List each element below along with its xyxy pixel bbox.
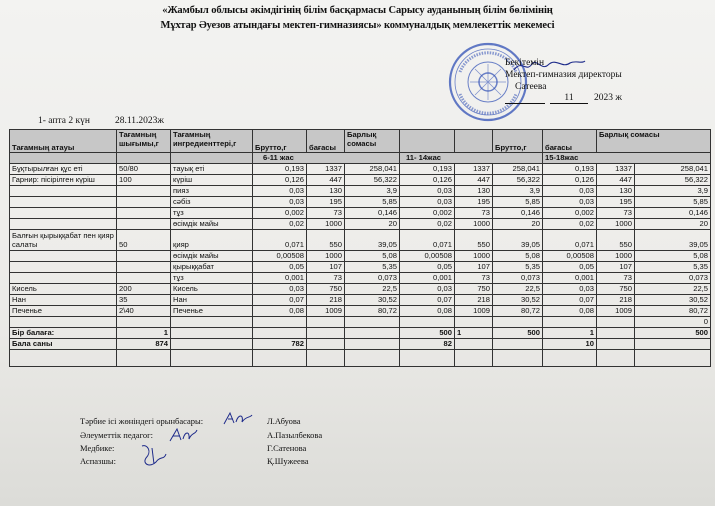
table-cell: Печенье <box>10 306 117 317</box>
approval-day <box>505 93 545 104</box>
col-header <box>400 130 455 153</box>
table-cell: 0,002 <box>253 208 307 219</box>
table-cell: 80,72 <box>635 306 711 317</box>
col-header: бағасы <box>543 130 597 153</box>
count-label: Бала саны <box>10 339 117 350</box>
table-cell: 750 <box>455 284 493 295</box>
header-line-1: «Жамбыл облысы әкімдігінің білім басқармасы Сарысу ауданының білім бөлімінің <box>162 5 553 16</box>
table-cell: 0,071 <box>400 230 455 251</box>
table-cell: өсімдік майы <box>171 251 253 262</box>
table-row <box>10 230 711 251</box>
table-cell: 0,08 <box>253 306 307 317</box>
table-cell: 0,03 <box>543 197 597 208</box>
table-cell: 550 <box>597 230 635 251</box>
table-row <box>10 306 711 317</box>
col-header: Тағамның атауы <box>10 130 117 153</box>
table-cell: 73 <box>597 208 635 219</box>
table-cell: 1009 <box>597 306 635 317</box>
table-cell: тауық еті <box>171 164 253 175</box>
signature-role-2: Әлеуметтік педагог: <box>80 430 153 440</box>
table-cell: 0,073 <box>345 273 400 284</box>
table-cell: 0,193 <box>400 164 455 175</box>
table-cell: 447 <box>307 175 345 186</box>
table-cell: қияр <box>171 230 253 251</box>
table-cell: 195 <box>597 197 635 208</box>
table-cell: 130 <box>455 186 493 197</box>
menu-date: 28.11.2023ж <box>115 116 164 126</box>
table-cell: 73 <box>597 273 635 284</box>
table-cell: 195 <box>455 197 493 208</box>
table-cell: 0,146 <box>345 208 400 219</box>
table-cell: 56,322 <box>635 175 711 186</box>
table-cell: 218 <box>307 295 345 306</box>
table-cell: 200 <box>117 284 171 295</box>
table-cell: 0,03 <box>400 284 455 295</box>
table-cell <box>117 186 171 197</box>
table-cell: Нан <box>171 295 253 306</box>
table-cell: 0,001 <box>543 273 597 284</box>
table-cell: 0,071 <box>253 230 307 251</box>
table-cell: 750 <box>597 284 635 295</box>
table-cell: 0,03 <box>253 197 307 208</box>
signature-scribble-icon <box>168 426 198 444</box>
table-cell: 73 <box>455 273 493 284</box>
table-cell: 550 <box>455 230 493 251</box>
table-cell: өсімдік майы <box>171 219 253 230</box>
table-cell: 130 <box>597 186 635 197</box>
table-cell: 0,146 <box>635 208 711 219</box>
table-cell: Гарнир: пісірілген күріш <box>10 175 117 186</box>
table-row <box>10 273 711 284</box>
table-cell: 0,073 <box>493 273 543 284</box>
table-cell: 20 <box>345 219 400 230</box>
approval-name: Сатеева <box>515 82 547 92</box>
table-cell: 1000 <box>597 219 635 230</box>
age-group: 15-18жас <box>543 153 711 164</box>
table-cell: 550 <box>307 230 345 251</box>
week-day: 1- апта 2 күн <box>38 116 90 126</box>
table-cell: 5,35 <box>345 262 400 273</box>
table-cell: 0,08 <box>543 306 597 317</box>
col-header: Брутто,г <box>253 130 307 153</box>
table-cell: 1 <box>117 328 171 339</box>
table-cell: 1000 <box>455 251 493 262</box>
table-cell: Кисель <box>10 284 117 295</box>
table-cell: 35 <box>117 295 171 306</box>
signature-role-1: Тәрбие ісі жөніндегі орынбасары: <box>80 416 204 426</box>
table-cell: 0,071 <box>543 230 597 251</box>
table-cell: 22,5 <box>493 284 543 295</box>
col-header: Тағамның шығымы,г <box>117 130 171 153</box>
table-cell: 2\40 <box>117 306 171 317</box>
table-cell: 20 <box>635 219 711 230</box>
col-header: Барлық сомасы <box>345 130 400 153</box>
table-cell: 0,00508 <box>253 251 307 262</box>
table-cell: 30,52 <box>345 295 400 306</box>
table-cell: 22,5 <box>345 284 400 295</box>
table-cell: 258,041 <box>345 164 400 175</box>
approval-position: Мектеп-гимназия директоры <box>505 70 622 80</box>
table-cell <box>117 219 171 230</box>
col-header: бағасы <box>307 130 345 153</box>
table-cell: 73 <box>455 208 493 219</box>
table-cell: 5,08 <box>345 251 400 262</box>
table-cell: 0,07 <box>543 295 597 306</box>
table-cell: 82 <box>400 339 455 350</box>
col-header: Тағамның ингредиенттері,г <box>171 130 253 153</box>
table-cell: 1 <box>455 328 493 339</box>
approval-month: 11 <box>550 93 588 104</box>
table-cell: 73 <box>307 273 345 284</box>
table-cell: 73 <box>307 208 345 219</box>
table-row <box>10 284 711 295</box>
table-cell: тұз <box>171 273 253 284</box>
table-cell: 1 <box>543 328 597 339</box>
table-cell: 0,002 <box>543 208 597 219</box>
table-cell: 0,001 <box>253 273 307 284</box>
table-cell: 10 <box>543 339 597 350</box>
signature-name-1: Л.Абуова <box>267 416 301 426</box>
table-cell: 0,07 <box>253 295 307 306</box>
table-cell: 0,00508 <box>543 251 597 262</box>
table-cell: 500 <box>635 328 711 339</box>
table-row <box>10 186 711 197</box>
price-label: Бір балаға: <box>10 328 117 339</box>
table-row <box>10 175 711 186</box>
table-cell: 258,041 <box>635 164 711 175</box>
table-cell: 195 <box>307 197 345 208</box>
table-cell: 107 <box>307 262 345 273</box>
table-cell: 1000 <box>307 219 345 230</box>
table-cell: 5,35 <box>635 262 711 273</box>
table-cell: 0,146 <box>493 208 543 219</box>
table-row <box>10 295 711 306</box>
table-cell: 0,03 <box>543 284 597 295</box>
menu-table <box>9 129 711 367</box>
table-cell <box>10 219 117 230</box>
table-cell: 39,05 <box>345 230 400 251</box>
table-cell: 1000 <box>597 251 635 262</box>
col-header: Барлық сомасы <box>597 130 711 153</box>
age-group: 11- 14жас <box>400 153 543 164</box>
table-cell: 0,001 <box>400 273 455 284</box>
table-cell: Печенье <box>171 306 253 317</box>
table-cell: 3,9 <box>635 186 711 197</box>
signature-name-2: А.Пазылбекова <box>267 430 323 440</box>
header-line-2: Мұхтар Әуезов атындағы мектеп-гимназиясы» коммуналдық мемлекеттік мекемесі <box>160 20 555 31</box>
table-cell: 5,35 <box>493 262 543 273</box>
table-cell: 100 <box>117 175 171 186</box>
price-per-child-row <box>10 328 711 339</box>
table-cell: 5,08 <box>635 251 711 262</box>
table-cell: 1000 <box>307 251 345 262</box>
table-cell: 0,002 <box>400 208 455 219</box>
signature-name-3: Г.Сатенова <box>267 443 307 453</box>
table-cell: Бұқтырылған құс еті <box>10 164 117 175</box>
approval-title: Бекітемін <box>505 58 545 68</box>
table-cell: 5,08 <box>493 251 543 262</box>
table-cell: 50/80 <box>117 164 171 175</box>
table-cell: 0,03 <box>543 186 597 197</box>
table-cell: 500 <box>400 328 455 339</box>
table-cell: 0,126 <box>543 175 597 186</box>
table-cell: 1000 <box>455 219 493 230</box>
table-cell: 447 <box>597 175 635 186</box>
table-cell: 22,5 <box>635 284 711 295</box>
table-cell: 0,00508 <box>400 251 455 262</box>
table-cell: 0 <box>635 317 711 328</box>
approval-year: 2023 ж <box>594 93 622 103</box>
table-cell: 0,126 <box>253 175 307 186</box>
dish-yield: 50 <box>117 230 171 251</box>
table-row <box>10 164 711 175</box>
table-cell: пияз <box>171 186 253 197</box>
table-cell: 258,041 <box>493 164 543 175</box>
table-cell: күріш <box>171 175 253 186</box>
table-cell: 30,52 <box>635 295 711 306</box>
table-cell: 500 <box>493 328 543 339</box>
table-cell: 56,322 <box>345 175 400 186</box>
table-cell: 750 <box>307 284 345 295</box>
age-group-row <box>10 153 711 164</box>
signature-scribble-icon <box>138 442 168 470</box>
table-cell: 0,03 <box>253 186 307 197</box>
col-header: Брутто,г <box>493 130 543 153</box>
table-cell: 56,322 <box>493 175 543 186</box>
table-cell: 0,03 <box>400 197 455 208</box>
table-header-row <box>10 130 711 153</box>
table-cell: 0,05 <box>400 262 455 273</box>
table-cell: 80,72 <box>345 306 400 317</box>
table-cell <box>10 197 117 208</box>
table-cell: 0,03 <box>400 186 455 197</box>
table-row <box>10 197 711 208</box>
table-cell: 107 <box>597 262 635 273</box>
table-cell <box>117 208 171 219</box>
table-cell <box>10 186 117 197</box>
table-cell: 1337 <box>455 164 493 175</box>
table-cell: 0,08 <box>400 306 455 317</box>
table-cell: 5,85 <box>493 197 543 208</box>
child-count-row <box>10 339 711 350</box>
table-cell: 1337 <box>307 164 345 175</box>
blank-row <box>10 317 711 328</box>
table-cell: 39,05 <box>493 230 543 251</box>
dish-name: Балғын қырыққабат пен қияр салаты <box>10 230 117 251</box>
table-cell: 874 <box>117 339 171 350</box>
table-cell: 0,05 <box>543 262 597 273</box>
table-cell: 218 <box>597 295 635 306</box>
table-cell <box>10 208 117 219</box>
table-cell: 130 <box>307 186 345 197</box>
table-cell: 0,073 <box>635 273 711 284</box>
table-cell: 39,05 <box>635 230 711 251</box>
table-row <box>10 251 711 262</box>
table-cell <box>117 197 171 208</box>
signature-scribble-icon <box>222 410 254 428</box>
age-group: 6-11 жас <box>253 153 400 164</box>
table-cell: 80,72 <box>493 306 543 317</box>
table-cell: 218 <box>455 295 493 306</box>
table-cell: 0,03 <box>253 284 307 295</box>
table-cell: тұз <box>171 208 253 219</box>
table-cell: 0,05 <box>253 262 307 273</box>
table-cell: 0,193 <box>543 164 597 175</box>
table-cell: 20 <box>493 219 543 230</box>
table-cell: қырыққабат <box>171 262 253 273</box>
signature-role-3: Медбике: <box>80 443 115 453</box>
col-header <box>455 130 493 153</box>
table-cell: 5,85 <box>635 197 711 208</box>
table-cell: 0,02 <box>543 219 597 230</box>
table-cell: 0,07 <box>400 295 455 306</box>
table-cell: 0,02 <box>400 219 455 230</box>
table-cell: 0,126 <box>400 175 455 186</box>
table-cell: 1009 <box>455 306 493 317</box>
table-row <box>10 208 711 219</box>
table-row <box>10 219 711 230</box>
empty-footer-row <box>10 350 711 367</box>
table-cell: 107 <box>455 262 493 273</box>
signature-name-4: Қ.Шужеева <box>267 456 309 466</box>
table-cell: 0,02 <box>253 219 307 230</box>
table-cell: 1337 <box>597 164 635 175</box>
table-cell: 1009 <box>307 306 345 317</box>
table-row <box>10 262 711 273</box>
table-cell: сәбіз <box>171 197 253 208</box>
table-cell: 3,9 <box>493 186 543 197</box>
signature-role-4: Аспазшы: <box>80 456 116 466</box>
table-cell: 30,52 <box>493 295 543 306</box>
table-cell: 3,9 <box>345 186 400 197</box>
table-cell: Кисель <box>171 284 253 295</box>
table-cell: Нан <box>10 295 117 306</box>
table-cell: 5,85 <box>345 197 400 208</box>
table-cell: 782 <box>253 339 307 350</box>
table-cell: 0,193 <box>253 164 307 175</box>
table-cell: 447 <box>455 175 493 186</box>
